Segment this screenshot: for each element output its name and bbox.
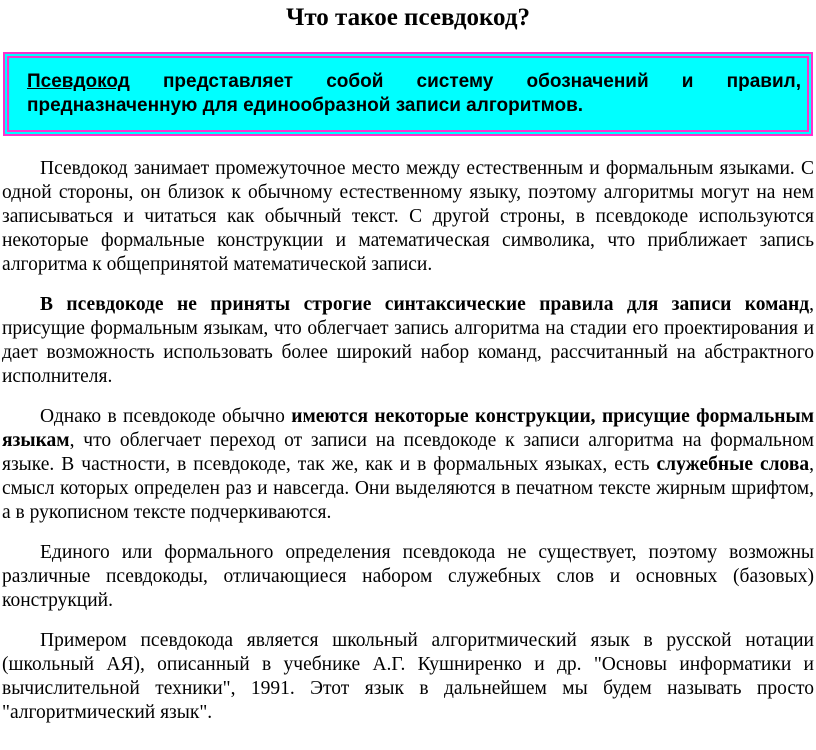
- paragraph-example-school-language: [2, 629, 814, 725]
- paragraph-formal-constructs: [2, 405, 814, 525]
- paragraph-text: Однако в псевдокоде обычно: [40, 406, 292, 427]
- paragraph-text: Примером псевдокода является школьный алгоритмический язык в русской нотации (школьный АЯ), описанный в учебнике А.Г. Кушниренко и др. "Основы информатики и вычислительной техники", 1991. Этот язык в дальнейшем мы будем называть просто "алгоритмический язык".: [2, 630, 814, 723]
- definition-text: [27, 70, 801, 118]
- paragraph-bold-phrase: служебные слова: [656, 454, 810, 475]
- page-title: Что такое псевдокод?: [286, 4, 530, 31]
- paragraph-intermediate-position: [2, 157, 814, 277]
- paragraph-text: , смысл которых определен раз и навсегда. Они выделяются в печатном тексте жирным шрифтом, а в рукописном тексте подчеркиваются.: [2, 454, 814, 523]
- paragraph-text: Псевдокод занимает промежуточное место между естественным и формальным языками. С одной стороны, он близок к обычному естественному языку, поэтому алгоритмы могут на нем записываться и читаться как обычный текст. С другой строны, в псевдокоде используются некоторые формальные конструкции и математическая символика, что приближает запись алгоритма к общепринятой математической записи.: [2, 158, 814, 275]
- paragraph-bold-phrase: имеются некоторые конструкции, присущие формальным языкам: [2, 406, 814, 451]
- definition-term: Псевдокод: [27, 71, 130, 92]
- paragraph-no-strict-syntax: [2, 293, 814, 389]
- paragraph-text: , присущие формальным языкам, что облегчает запись алгоритма на стадии его проектирования и дает возможность использовать более широкий набор команд, рассчитанный на абстрактного исполнителя.: [2, 294, 814, 387]
- paragraph-no-single-definition: [2, 541, 814, 613]
- paragraph-bold-phrase: В псевдокоде не приняты строгие синтаксические правила для записи команд: [40, 294, 810, 315]
- paragraph-text: , что облегчает переход от записи на псевдокоде к записи алгоритма на формальном языке. В частности, в псевдокоде, так же, как и в формальных языках, есть: [2, 430, 814, 475]
- paragraph-text: Единого или формального определения псевдокода не существует, поэтому возможны различные псевдокоды, отличающиеся набором служебных слов и основных (базовых) конструкций.: [2, 542, 814, 611]
- definition-body: представляет собой систему обозначений и правил, предназначенную для единообразной записи алгоритмов.: [27, 71, 801, 116]
